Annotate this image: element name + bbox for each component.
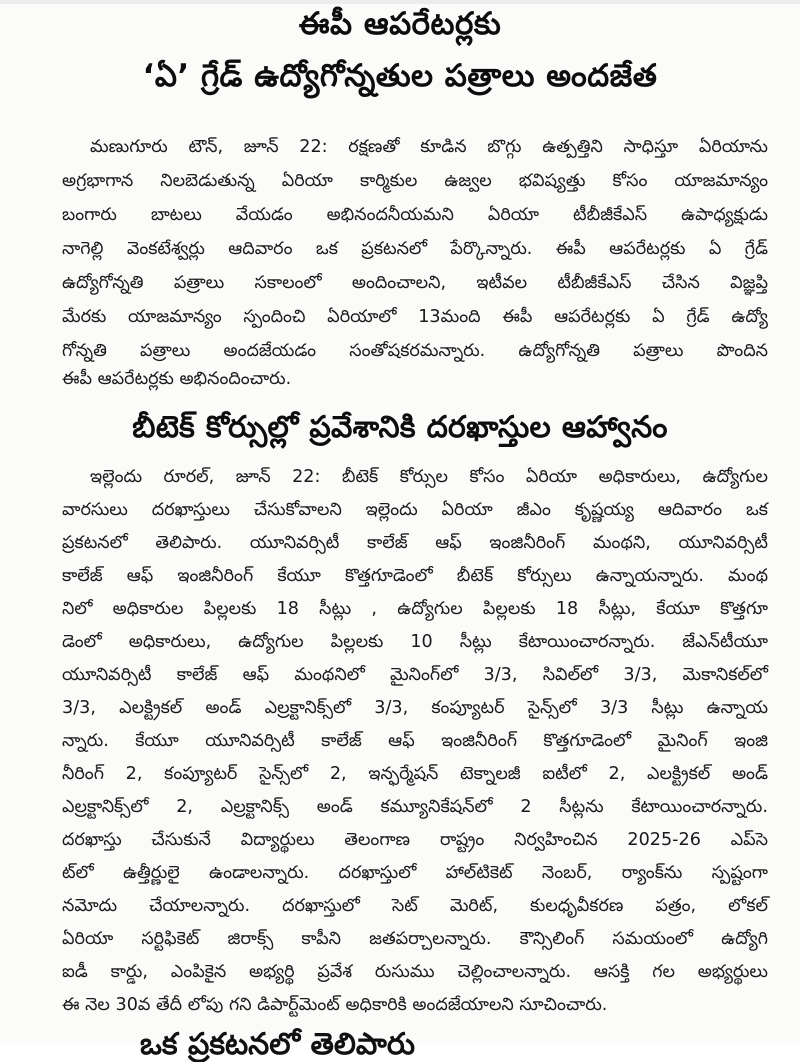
article1-headline-line2: ‘ఏ’ గ్రేడ్‌ ఉద్యోగోన్నతుల పత్రాలు అందజేత — [142, 58, 658, 94]
article2-line: వారసులు దరఖాస్తులు చేసుకోవాలని ఇల్లెందు ఏరియా జీఎం కృష్ణయ్య ఆదివారం ఒక — [62, 500, 768, 520]
article1-line: ఈపీ ఆపరేటర్లకు అభినందించారు. — [62, 369, 292, 389]
article2-line: 3/3, ఎలక్ట్రికల్‌ అండ్‌ ఎల్రక్టానిక్స్‌లో 3/3, కంప్యూటర్‌ సైన్స్‌లో 3/3 సీట్లు ఉన్నాయ — [62, 698, 768, 718]
article2-line: ఇల్లెందు రూరల్‌, జూన్‌ 22: బీటెక్‌ కోర్సుల కోసం ఏరియా అధికారులు, ఉద్యోగుల — [90, 467, 768, 487]
article1-line: నాగెల్లి వెంకటేశ్వర్లు ఆదివారం ఒక ప్రకటనలో పేర్కొన్నారు. ఈపీ ఆపరేటర్లకు ఏ గ్రేడ్‌ — [62, 239, 768, 259]
article2-line: ఐడీ కార్డు, ఎంపికైన అభ్యర్థి ప్రవేశ రుసుము చెల్లించాలన్నారు. ఆసక్తి గల అభ్యర్థులు — [62, 962, 768, 982]
article2-line: డెంలో అధికారులు, ఉద్యోగుల పిల్లలకు 10 సీట్లు కేటాయించారన్నారు. జేఎన్‌టీయూ — [62, 632, 768, 652]
article1-line: అగ్రభాగాన నిలబెడుతున్న ఏరియా కార్మికుల ఉజ్వల భవిష్యత్తు కోసం యాజమాన్యం — [62, 171, 768, 191]
next-article-headline-cutoff: ఒక ప్రకటనలో తెలిపారు — [140, 1027, 415, 1062]
article2-line: ప్రకటనలో తెలిపారు. యూనివర్సిటీ కాలేజ్‌ ఆఫ్‌ ఇంజినీరింగ్‌ మంథని, యూనివర్సిటీ — [62, 533, 768, 553]
article2-line: ఏరియా సర్టిఫికెట్‌ జిరాక్స్‌ కాపీని జతపర్చాలన్నారు. కౌన్సిలింగ్‌ సమయంలో ఉద్యోగి — [62, 929, 768, 949]
article2-line: న్నారు. కేయూ యూనివర్సిటీ కాలేజ్‌ ఆఫ్‌ ఇంజినీరింగ్‌ కొత్తగూడెంలో మైనింగ్‌ ఇంజి — [62, 731, 768, 751]
article1-line: బంగారు బాటలు వేయడం అభినందనీయమని ఏరియా టీబీజీకేఎస్‌ ఉపాధ్యక్షుడు — [62, 205, 768, 225]
article2-line: ఎల్రక్టానిక్స్‌లో 2, ఎల్రక్టానిక్స్‌ అండ్‌ కమ్యూనికేషన్‌లో 2 సీట్లను కేటాయించారన్నారు. — [62, 797, 768, 817]
article1-headline-line1: ఈపీ ఆపరేటర్లకు — [298, 6, 502, 42]
article2-headline: బీటెక్‌ కోర్సుల్లో ప్రవేశానికి దరఖాస్తుల ఆహ్వానం — [132, 410, 668, 445]
article1-line: ఉద్యోగోన్నతి పత్రాలు సకాలంలో అందించాలని, ఇటీవల టీబీజీకేఎస్‌ చేసిన విజ్ఞప్తి — [62, 273, 768, 293]
article2-line: నిలో అధికారుల పిల్లలకు 18 సీట్లు , ఉద్యోగుల పిల్లలకు 18 సీట్లు, కేయూ కొత్తగూ — [62, 599, 768, 619]
page-top-edge — [0, 0, 800, 4]
article1-line: మేరకు యాజమాన్యం స్పందించి ఏరియాలో 13మంది ఈపీ ఆపరేటర్లకు ఏ గ్రేడ్‌ ఉద్యో — [62, 307, 768, 327]
article2-line: ట్‌లో ఉత్తీర్ణులై ఉండాలన్నారు. దరఖాస్తులో హాల్‌టికెట్‌ నెంబర్‌, ర్యాంక్‌ను స్పష్టంగా — [62, 863, 768, 883]
article1-line: మణుగూరు టౌన్‌, జూన్‌ 22: రక్షణతో కూడిన బొగ్గు ఉత్పత్తిని సాధిస్తూ ఏరియాను — [90, 137, 768, 157]
article2-line: ఈ నెల 30వ తేదీ లోపు గని డిపార్ట్‌మెంట్‌ అధికారికి అందజేయాలని సూచించారు. — [62, 995, 608, 1015]
article1-line: గోన్నతి పత్రాలు అందజేయడం సంతోషకరమన్నారు. ఉద్యోగోన్నతి పత్రాలు పొందిన — [62, 341, 768, 361]
article2-line: యూనివర్సిటీ కాలేజ్‌ ఆఫ్‌ మంథనిలో మైనింగ్‌లో 3/3, సివిల్‌లో 3/3, మెకానికల్‌లో — [62, 665, 768, 685]
article2-line: కాలేజ్‌ ఆఫ్‌ ఇంజినీరింగ్‌ కేయూ కొత్తగూడెంలో బీటెక్‌ కోర్సులు ఉన్నాయన్నారు. మంథ — [62, 566, 768, 586]
article2-line: దరఖాస్తు చేసుకునే విద్యార్థులు తెలంగాణ రాష్ట్రం నిర్వహించిన 2025-26 ఎప్‌సె — [62, 830, 768, 850]
article2-line: నమోదు చేయాలన్నారు. దరఖాస్తులో సెట్‌ మెరిట్‌, కులధృవీకరణ పత్రం, లోకల్‌ — [62, 896, 768, 916]
article2-line: నీరింగ్‌ 2, కంప్యూటర్‌ సైన్స్‌లో 2, ఇన్ఫర్మేషన్‌ టెక్నాలజీ ఐటీలో 2, ఎలక్ట్రికల్‌ అండ్‌ — [62, 764, 768, 784]
